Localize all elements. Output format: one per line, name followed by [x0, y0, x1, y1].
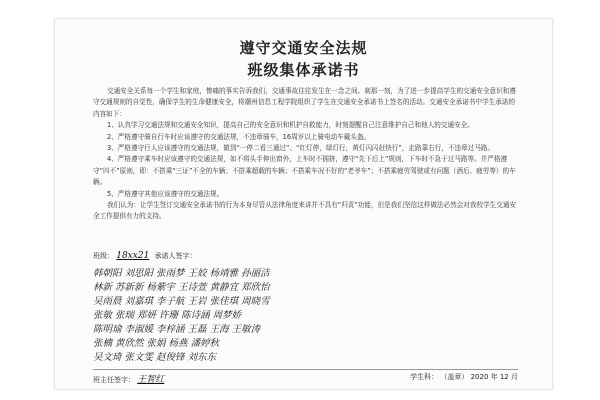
rule-5: 5、严格遵守其他应该遵守的交通法规。 [107, 189, 224, 198]
commitment-document [54, 18, 553, 390]
rule-2: 2、严格遵守骑自行车时应该遵守的交通法规，不违章骑车，16周岁以上骑电动车戴头盔。 [107, 132, 371, 141]
signature-row: 张楠 黄欣然 张娟 杨燕 潘婷秋 [93, 338, 220, 349]
signature-row: 林新 苏新新 杨紫宇 王诗萱 黄静宜 郑欣怡 [93, 282, 270, 293]
rule-3: 3、严格遵守行人应该遵守的交通法规，做到“一停二看三通过”、“红灯停，绿灯行，黄灯闪闪赶快行”，走路靠右行，不违章过马路。 [107, 144, 495, 153]
signatory-label: 承诺人签字： [154, 252, 197, 260]
signature-area [93, 263, 513, 367]
teacher-signature [93, 372, 164, 385]
document-title: 遵守交通安全法规 [239, 39, 368, 57]
signature-row: 韩朝阳 刘思阳 张雨梦 王姣 杨靖雅 孙丽洁 [93, 268, 270, 279]
document-subtitle: 班级集体承诺书 [247, 61, 360, 79]
signature-row: 吴文琦 张文雯 赵俊锋 刘东东 [93, 352, 217, 363]
class-handwritten: 18xx21 [116, 251, 150, 261]
teacher-signature-handwritten: 王智红 [137, 375, 165, 385]
document-body [93, 86, 518, 223]
signature-row: 张敏 张瑞 郑妍 许珊 陈诗涵 周梦娇 [93, 310, 242, 321]
teacher-signature-label: 班主任签字： [93, 376, 135, 384]
signature-row: 吴雨晨 刘嘉琪 李子航 王岩 张佳琪 周晓雪 [93, 296, 270, 307]
rule-1: 1、认真学习交通法规和交通安全知识，提高自己的安全意识和机护自救能力，时刻提醒自己注意维护自己和他人的交通安全。 [107, 121, 474, 130]
signature-header [93, 251, 197, 261]
class-label: 班级： [93, 252, 114, 260]
document-footer [93, 369, 518, 385]
signature-row: 陈明瑜 李淑媛 李梓涵 王磊 王海 王敏涛 [93, 324, 261, 335]
closing-paragraph: 我们认为：让学生签订交通安全承诺书的行为本身尽管从法律角度来讲并不具有“归责”功能，但是我们坚信这样做法必然会对我校学生交通安全工作提供有力的支持。 [93, 201, 517, 221]
student-office-stamp-line: 学生科： （盖章） 2020 年 12 月 [410, 373, 518, 381]
intro-paragraph: 交通安全关系每一个学生和家庭，惨痛的事实告诉我们，交通事故往往发生在一念之间。刹那一刻，为了进一步提高学生的交通安全意识和遵守交通规则的自觉性，确保学生的生命健康安全，将潮州信息工程学院组织了学生在交通安全承诺书上签名的活动。交通安全承诺书中学生承诺的内容如下： [93, 87, 516, 118]
rule-4: 4、严格遵守乘车时应该遵守的交通法规，如不将头手伸出窗外，上车时不拥挤，遵守“先下后上”规则，下车时不急于过马路等。并严格遵守“四不”原则，即：不搭乘“三证”不全的车辆；不搭乘超载的车辆；不搭乘车况不好的“老爷车”；不搭乘疲劳驾驶或有问题（酒后、疲劳等）的车辆。 [93, 155, 516, 187]
